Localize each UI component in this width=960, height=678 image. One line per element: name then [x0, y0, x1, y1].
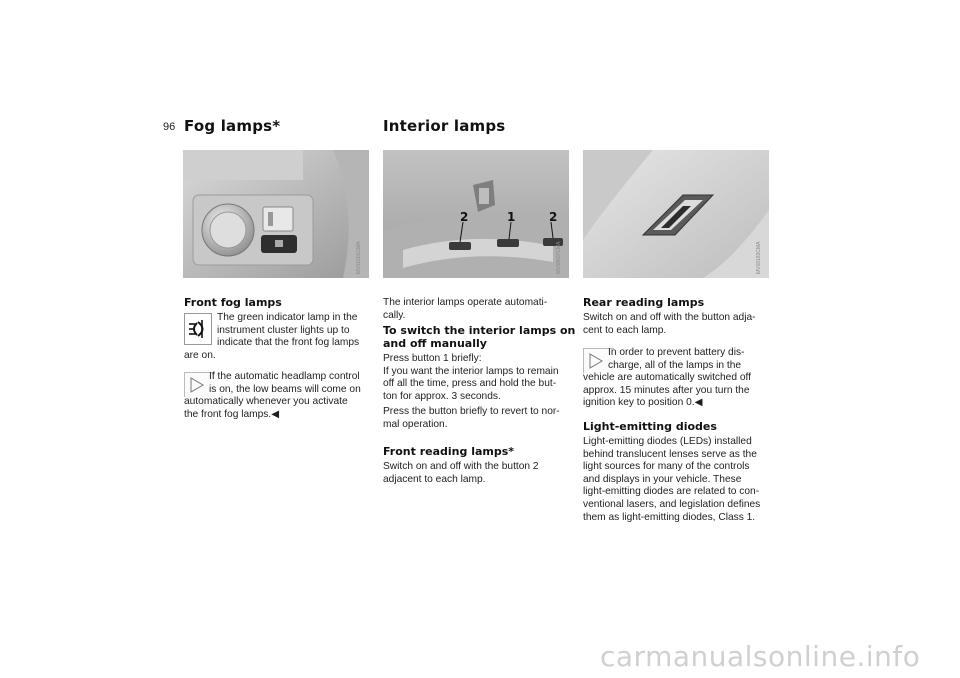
led-text: [583, 436, 778, 524]
rear-reading-lamp-photo: [583, 150, 769, 278]
text-line: charge, all of the lamps in the: [608, 359, 742, 371]
interior-lamps-heading: Interior lamps: [383, 117, 506, 135]
text-line: behind translucent lenses serve as the: [583, 448, 757, 460]
image-code: MV08607CMA: [556, 241, 562, 274]
subheading-line: To switch the interior lamps on: [383, 324, 576, 337]
front-fog-lamps-subheading: Front fog lamps: [184, 296, 282, 309]
fog-indicator-text: [217, 312, 377, 350]
text-line: indicate that the front fog lamps: [217, 337, 360, 349]
light-emitting-diodes-subheading: Light-emitting diodes: [583, 420, 717, 433]
text-line: ignition key to position 0.◀: [583, 397, 703, 409]
text-line: In order to prevent battery dis-: [608, 347, 745, 358]
headlight-switch-photo: [183, 150, 369, 278]
text-line: is on, the low beams will come on: [209, 383, 361, 395]
battery-notice-text-cont: [583, 372, 778, 410]
text-line: the front fog lamps.◀: [184, 408, 280, 420]
text-line: automatically whenever you activate: [184, 396, 348, 407]
text-line: cent to each lamp.: [583, 324, 667, 336]
label-2-left: 2: [460, 210, 469, 224]
text-line: Switch on and off with the button adja-: [583, 312, 756, 323]
text-line: Switch on and off with the button 2: [383, 461, 539, 472]
label-1: 1: [507, 210, 516, 224]
text-line: Light-emitting diodes (LEDs) installed: [583, 436, 752, 447]
text-line: instrument cluster lights up to: [217, 324, 350, 336]
interior-intro-text: [383, 297, 578, 322]
front-reading-text: [383, 461, 578, 486]
rear-reading-text: [583, 312, 778, 337]
switch-interior-text: [383, 353, 578, 432]
front-reading-lamps-subheading: Front reading lamps*: [383, 445, 515, 458]
rear-reading-lamps-subheading: Rear reading lamps: [583, 296, 705, 309]
text-line: vehicle are automatically switched off: [583, 372, 751, 383]
interior-lamp-panel-photo: [383, 150, 569, 278]
headlamp-notice-text-cont: [184, 396, 379, 421]
image-code: MV01001CMA: [356, 241, 362, 274]
text-line: Press button 1 briefly:: [383, 353, 482, 364]
text-line: off all the time, press and hold the but-: [383, 378, 557, 390]
text-line: adjacent to each lamp.: [383, 473, 486, 485]
text-line: The green indicator lamp in the: [217, 312, 358, 323]
text-line: them as light-emitting diodes, Class 1.: [583, 511, 756, 523]
battery-notice-text: [608, 347, 776, 372]
label-2-right: 2: [549, 210, 558, 224]
text-line: and displays in your vehicle. These: [583, 473, 742, 485]
headlamp-notice-text: [209, 371, 377, 396]
text-line: approx. 15 minutes after you turn the: [583, 384, 750, 396]
subheading-line: and off manually: [383, 337, 487, 350]
watermark: carmanualsonline.info: [600, 640, 921, 673]
text-line: are on.: [184, 350, 216, 361]
text-line: If the automatic headlamp control: [209, 371, 360, 382]
text-line: light-emitting diodes are related to con-: [583, 486, 760, 498]
text-line: light sources for many of the controls: [583, 461, 750, 473]
text-line: ton for approx. 3 seconds.: [383, 390, 501, 402]
text-line: The interior lamps operate automati-: [383, 297, 548, 308]
text-line: mal operation.: [383, 418, 448, 430]
text-line: cally.: [383, 309, 406, 321]
fog-lamps-heading: Fog lamps*: [184, 117, 281, 135]
switch-interior-lamps-subheading: [383, 324, 578, 350]
front-fog-lamp-indicator-icon: [184, 313, 212, 345]
image-code: MV08183CMA: [756, 241, 762, 274]
text-line: Press the button briefly to revert to nor-: [383, 406, 560, 418]
text-line: If you want the interior lamps to remain: [383, 365, 559, 377]
page-number: 96: [163, 121, 176, 133]
text-line: ventional lasers, and legislation defines: [583, 498, 761, 510]
